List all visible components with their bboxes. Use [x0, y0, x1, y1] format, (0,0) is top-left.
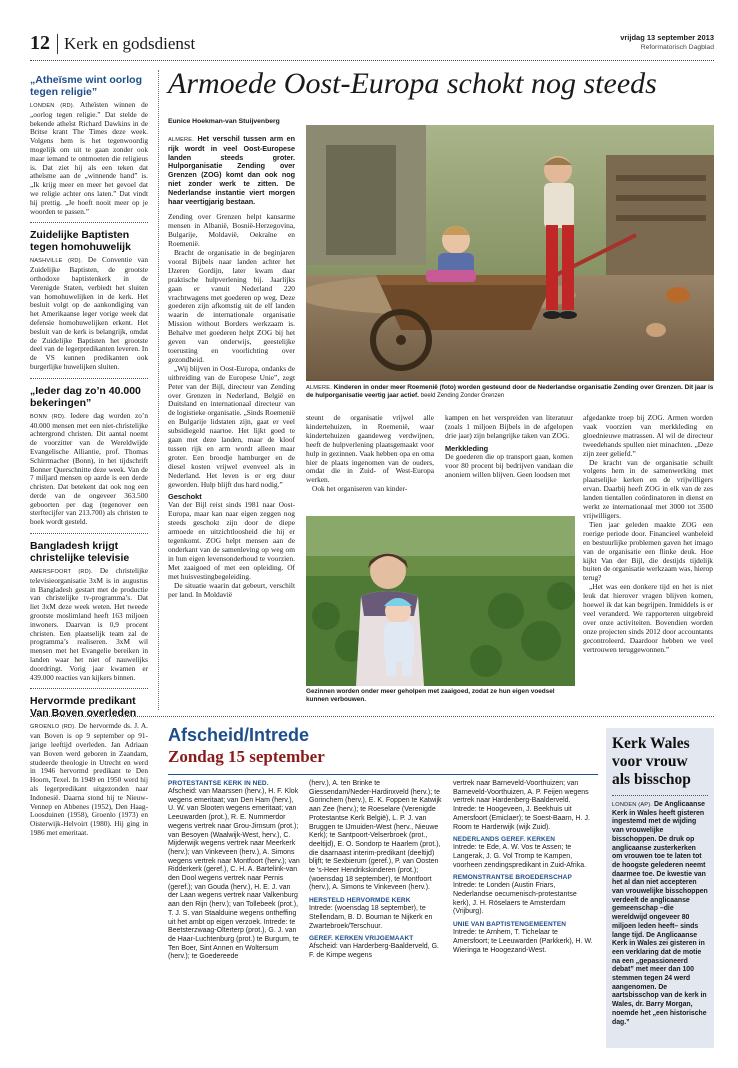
woman-photo-illustration — [306, 516, 575, 686]
church-heading: PROTESTANTSE KERK IN NED. — [168, 780, 269, 787]
brief-body: GROENLO (RD). De hervormde ds. J. A. van Boven is op 9 september op 91-jarige leeftijd overleden. Jan Adriaan van Boven werd geboren in Zaandam, studeerde theologie in Utrecht en werd in 1946 hervormd predikant te Den Hoorn, Texel. In 1949 en 1950 werd hij als legerpredikant uitgezonden naar Indonesië. Daarna stond hij te Nieuw-Vennep en Abbenes (1952), Den Haag-Loosduinen (1958), Groenlo (1973) en Oisterwijk-Helvoirt (1980). Hij ging in 1986 met emeritaat. — [30, 721, 148, 837]
article-subhead: Geschokt — [168, 492, 202, 502]
article-column-1 — [168, 135, 295, 599]
sidebar-briefs — [30, 74, 148, 838]
afscheid-date: Zondag 15 september — [168, 747, 325, 766]
article-column-2 — [306, 414, 434, 494]
brief-body: NASHVILLE (RD). De Conventie van Zuidelijke Baptisten, de grootste orthodoxe baptistenkerk in de Verenigde Staten, verbiedt het sluiten van homohuwelijken in de kerk. Het besluit volgt op de aankondiging van het Amerikaanse leger vorige week dat defensie homohuwelijken erkent. Het besluit van de kerk is belangrijk, omdat de Zuidelijke Baptisten het grootste deel van de legerpredikanten leveren. In de VS kunnen predikanten ook burgerlijke huwelijken sluiten. — [30, 255, 148, 371]
photo1-caption: ALMERE. Kinderen in onder meer Roemenië (foto) worden gesteund door de Nederlandse organisatie Zending over Grenzen. Dit jaar is de hulporganisatie veertig jaar actief. beeld Zending Zonder Grenzen — [306, 384, 714, 399]
article-paragraph: De goederen die op transport gaan, komen voor 80 procent bij bedrijven vandaan die anoniem willen blijven. Geen loodsen met — [445, 451, 573, 479]
afscheid-text: Intrede: (woensdag 18 september), te Stellendam, B. D. Bouman te Nijkerk en Zwartebroek/Terschuur. — [309, 905, 433, 930]
afscheid-text: vertrek naar Barneveld-Voorthuizen; van Barneveld-Voorthuizen, A. P. Feijen wegens vertrek naar Hardenberg-Baalderveld. Intrede: te Hoogeveen, J. Beekhuis uit Amersfoort (Emiclaer); te Soest-Baarn, H. J. Room te Harderwijk (wijk Zuid). — [453, 780, 590, 831]
page-number: 12 — [30, 32, 50, 54]
article-column-4 — [583, 414, 713, 654]
afscheid-column-3 — [453, 780, 595, 955]
afscheid-text: (herv.), A. ten Brinke te Giessendam/Neder-Hardinxveld (herv.); te Gorinchem (herv.), E. K. Foppen te Katwijk aan Zee (herv.); te Roeselare (Verenigde Protestantse Kerk België), L. P. J. van Bruggen te IJmuiden-West (herv., Nieuwe Kerk); te Santpoort-Velserbroek (prot., deeltijd), E. O. Sondorp te Haarlem (prot.), die daarnaast interim-predikant (deeltijd) blijft; te Sexbierum (geref.), P. van Oosten te ’s-Heer Hendrikskinderen (prot.); (woensdag 18 september), te Montfoort (herv.), A. Simons te Vinkeveen (herv.). — [309, 780, 442, 892]
church-heading: GEREF. KERKEN VRIJGEMAAKT — [309, 935, 414, 943]
brief-body: BONN (RD). Iedere dag worden zo’n 40.000 mensen met een niet-christelijke achtergrond christen. Dit aantal noemt de voorzitter van de Wereldwijde Evangelische Alliantie, prof. Thomas Schirrmacher (Bonn), in het tijdschrift Bonner Querschnitte deze week. Van de 7 miljard mensen op aarde is een derde christen. Dat betekent dat ook nog een derde van de ongeveer 363.500 geboorten per dag (tegenover een sterftecijfer van 213.700) als christen te boek wordt gesteld. — [30, 410, 148, 527]
church-heading: NEDERLANDS GEREF. KERKEN — [453, 836, 556, 844]
article-headline: Armoede Oost-Europa schokt nog steeds — [168, 67, 657, 100]
article-paragraph: Bracht de organisatie in de beginjaren vooral Bijbels naar landen achter het IJzeren Gordijn, later kwam daar praktische hulpverlening bij. Jaarlijks gaan er vanuit Nederland 220 vrachtwagens met goederen op weg. Deze goederen zijn afkomstig uit de elf landen waarin de internationale organisatie Mission without Borders werkzaam is. Behalve met goederen helpt ZOG bij het geven van onderwijs, geestelijke toerusting en voorlichting over gezondheid. — [168, 248, 295, 364]
header-rule — [30, 60, 714, 61]
brief-item — [30, 74, 148, 216]
photo2-caption: Gezinnen worden onder meer geholpen met zaaigoed, zodat ze hun eigen voedsel kunnen verbouwen. — [306, 688, 555, 703]
afscheid-text: Intrede: te Londen (Austin Friars, Nederlandse oecumenisch-protestantse kerk), J. H. Röselaers te Amsterdam (Vrijburg). — [453, 882, 577, 916]
sidebar-divider — [158, 70, 159, 710]
afscheid-text: Afscheid: van Harderberg-Baalderveld, G. F. de Kimpe wegens — [309, 943, 439, 959]
brief-title: Hervormde predikant Van Boven overleden — [30, 695, 137, 720]
article-paragraph: „Wij blijven in Oost-Europa, ondanks de uitbreiding van de Europese Unie”, zegt Peter van der Bijl, directeur van Zending over Grenzen in Nederland, België en Duitsland en internationaal directeur van de logistieke organisatie. „Sinds Roemenië en Bulgarije lidstaten zijn, gaat er veel subsidiegeld naartoe. Het lijkt goed te gaan met deze landen, maar de kloof tussen rijk en arm wordt alleen maar groter. Een broodje hamburger en de diesel kosten vrijwel evenveel als in Nederland. Het leven is er erg duur geworden. Hulp blijft dus hard nodig.” — [168, 363, 295, 489]
page-header — [30, 32, 714, 62]
wales-title: Kerk Wales voor vrouw als bisschop — [612, 735, 691, 788]
brief-title: Bangladesh krijgt christelijke televisie — [30, 540, 130, 565]
article-paragraph: afgedankte troep bij ZOG. Armen worden vaak voorzien van merkkleding en gloednieuwe matrassen. Al wil de directeur tweedehands spullen niet minachten. „Deze zijn zeer geliefd.” — [583, 413, 713, 458]
brief-body: AMERSFOORT (RD). De christelijke televisieorganisatie 3xM is in augustus in Bangladesh gestart met de productie van christelijke tv-programma’s. Dat liet 3xM deze week weten. Het tweede grootste moslimland heeft 163 miljoen inwoners. Daarvan is 0,9 procent christen. Een plaatselijk team zal de programma’s realiseren. 3xM wil mensen met het Evangelie bereiken in landen waar het niet of nauwelijks doordringt. Vorig jaar kwamen er 439.000 reacties van kijkers binnen. — [30, 566, 148, 682]
brief-title: „Ieder dag zo’n 40.000 bekeringen” — [30, 384, 141, 409]
church-heading: HERSTELD HERVORMDE KERK — [309, 897, 411, 905]
wales-box — [606, 728, 714, 1048]
afscheid-rule — [168, 774, 598, 775]
brief-divider — [30, 222, 148, 223]
brief-divider — [30, 533, 148, 534]
wales-rule — [612, 795, 708, 796]
brief-item — [30, 385, 148, 527]
header-paper: Reformatorisch Dagblad — [640, 44, 714, 51]
article-paragraph: kampen en het verspreiden van literatuur (zoals 1 miljoen Bijbels in de afgelopen drie jaar) zijn belangrijke taken van ZOG. — [445, 413, 573, 440]
photo-woman-baby — [306, 516, 575, 686]
article-column-3 — [445, 414, 573, 479]
afscheid-title: Afscheid/Intrede — [168, 725, 310, 745]
section-rule — [30, 716, 714, 717]
article-lead: ALMERE. Het verschil tussen arm en rijk wordt in veel Oost-Europese landen steeds groter. Hulporganisatie Zending over Grenzen (ZOG) komt dan ook nog niet zonder werk te zitten. De Nederlandse instantie viert morgen haar veertigjarig bestaan. — [168, 134, 296, 206]
article-paragraph: De situatie waarin dat gebeurt, verschilt per land. In Moldavië — [168, 580, 295, 599]
brief-divider — [30, 688, 148, 689]
article-paragraph: Tien jaar geleden maakte ZOG een roerige periode door. Financieel wanbeleid en bestuurlijke problemen gaven het imago van de organisatie een flinke deuk. Hoe kijkt Van der Bijl, die destijds tijdelijk buiten de organisatie werkzaam was, hierop terug? — [583, 519, 713, 583]
children-photo-illustration — [306, 125, 714, 381]
afscheid-section — [168, 724, 598, 1044]
afscheid-text: Intrede: te Ede, A. W. Vos te Assen; te Langerak, J. G. Vol Tromp te Kampen, voorheen zendingspredikant in Zuid-Afrika. — [453, 844, 587, 869]
photo-children-wheelbarrow — [306, 125, 714, 381]
brief-divider — [30, 378, 148, 379]
article-paragraph: Ook het organiseren van kinder- — [312, 484, 408, 494]
article-byline: Eunice Hoekman-van Stuijvenberg — [168, 118, 280, 125]
article-paragraph: Zending over Grenzen helpt kansarme mensen in Albanië, Bosnië-Herzegovina, Bulgarije, Moldavië, Oekraïne en Roemenië. — [168, 212, 295, 249]
article-paragraph: Van der Bijl reist sinds 1981 naar Oost-Europa, maar kan naar eigen zeggen nog steeds geschokt zijn door de diepe armoede en uitzichtloosheid die hij er tegenkomt. ZOG helpt mensen aan de onderkant van de samenleving op weg om in hun eigen levensonderhoud te voorzien. Met zaaigoed of met een opleiding. Of met huisvestingbegeleiding. — [168, 500, 295, 581]
brief-item — [30, 540, 148, 682]
article-paragraph: „Het was een donkere tijd en het is niet leuk dat hierover vragen blijven komen, hoewel ik dat kan begrijpen. Inmiddels is er veel veranderd. We rapporteren uitgebreid over onze activiteiten. Bovendien worden onze projecten sinds 2012 door accountants gecontroleerd. Daardoor hebben we veel vertrouwen teruggewonnen.” — [583, 582, 713, 654]
header-divider — [57, 34, 58, 54]
article-subhead: Merkkleding — [445, 443, 489, 453]
brief-title: Zuidelijke Baptisten tegen homohuwelijk — [30, 229, 131, 254]
article-paragraph: De kracht van de organisatie schuilt volgens hem in de samenwerking met plaatselijke kerken en de vrijwilligers ervan. Daarbij heeft ZOG in elk van de zes landen tientallen coördinatoren in dienst en werkt ze internationaal met 3000 tot 3500 vrijwilligers. — [583, 457, 713, 520]
brief-body: LONDEN (RD). Atheïsten winnen de „oorlog tegen religie.” Dat stelde de bekende atheïst Richard Dawkins in de Britse krant The Times deze week. Volgens hem is het tegenwoordig mogelijk om uit te gaan zonder ook maar iemand te ontmoeten die religieus is. Dat ziet hij als een teken dat atheïsme aan de „winnende hand” is. „Ik krijg meer en meer het gevoel dat we religie achter ons laten.” Dat vindt hij prettig. „Je hoeft nooit meer op je woorden te passen.” — [30, 100, 149, 216]
church-heading: REMONSTRANTSE BROEDERSCHAP — [453, 874, 572, 882]
section-title: Kerk en godsdienst — [64, 34, 196, 53]
wales-body: LONDEN (AP). De Anglicaanse Kerk in Wales heeft gisteren ingestemd met de wijding van vrouwelijke bisschoppen. De druk op anglicaanse zusterkerken om vrouwen toe te laten tot de hoogste gelederen neemt daarmee toe. De kwestie van het al dan niet accepteren van vrouwelijke bisschoppen verdeelt de anglicaanse gemeenschap –die wereldwijd ongeveer 80 miljoen leden heeft– sinds lange tijd. De Anglicaanse Kerk in Wales zei gisteren in een verklaring dat de motie na een „gepassioneerd debat” met meer dan 100 stemmen tegen 24 werd aangenomen. De aartsbisschop van de kerk in Wales, dr. Barry Morgan, noemde het „een historische dag.” — [612, 801, 708, 1026]
afscheid-column-1 — [168, 780, 300, 962]
afscheid-text: Afscheid: van Maarssen (herv.), H. F. Klok wegens emeritaat; van Den Ham (herv.), U. W. van Slooten wegens emeritaat; van Leeuwarden (prot.), R. E. Nummerdor wegens vertrek naar Grou-Jirnsum (prot.); van Besoyen (Waalwijk-West, herv.), C. Mijderwijk wegens vertrek naar Meerkerk (herv.); van Vinkeveen (herv.), A. Simons wegens vertrek naar Montfoort (herv.); van Ridderkerk (geref.), C. H. A. Bartelink-van den Dool wegens vertrek naar Pernis (geref.); van Gouda (herv.), H. E. J. van der Laan wegens vertrek naar Valkenburg aan den Rijn (herv.); van Tollebeek (prot.), T. J. S. van Staalduine wegens ontheffing uit het ambt op eigen verzoek. Intrede: te Beetsterzwaag-Olterterp (prot.), G. J. van de Haar-Luchtenburg (prot.) te Burgum, te Ten Boer, Sint Annen en Woltersum (herv.); te Goedereede — [168, 788, 300, 961]
brief-title: „Atheïsme wint oorlog tegen religie” — [30, 74, 143, 98]
brief-item — [30, 229, 148, 371]
header-date: vrijdag 13 september 2013 — [620, 33, 714, 42]
article-paragraph: steunt de organisatie vrijwel alle kindertehuizen, in Roemenië, waar kindertehuizen gaandeweg verdwijnen, heeft de hulpverlening plaatsgemaakt voor hulp in gezinnen. Vaak hebben opa en oma hier de plaats ingenomen van de ouders, omdat die in Zuid- of West-Europa werken. — [306, 413, 434, 485]
church-heading: UNIE VAN BAPTISTENGEMEENTEN — [453, 921, 567, 929]
afscheid-text: Intrede: te Arnhem, T. Tichelaar te Amersfoort; te Leeuwarden (Parkkerk), H. W. Wieringa te Hoogezand-West. — [453, 929, 593, 954]
afscheid-column-2 — [309, 780, 443, 961]
